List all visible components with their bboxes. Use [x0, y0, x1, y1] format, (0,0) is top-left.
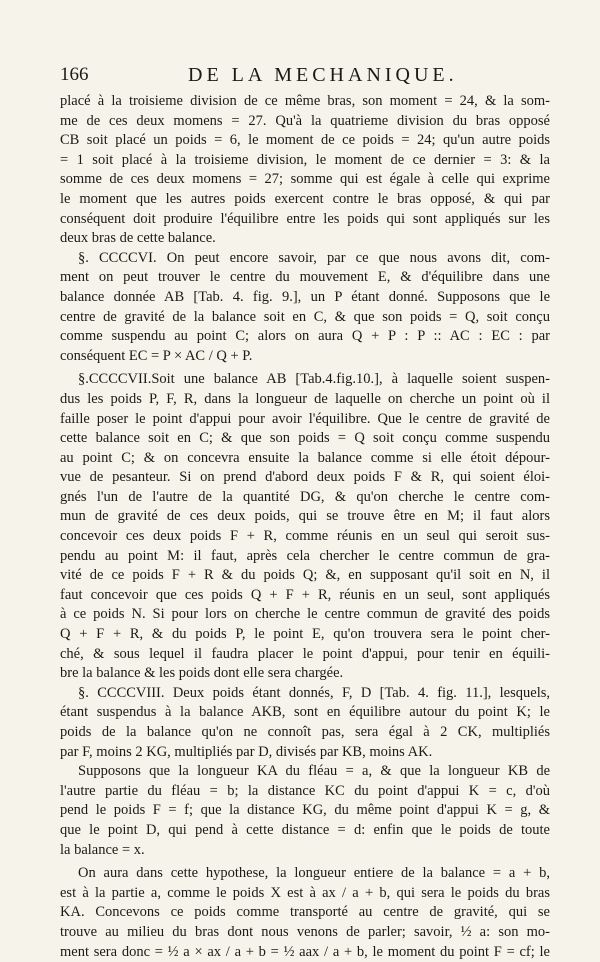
- text-line: deux bras de cette balance.: [60, 230, 216, 247]
- text-line: placé à la troisieme division de ce même bras, son moment = 24, & la som-: [60, 93, 550, 109]
- text-line: trouve au milieu du bras dont nous venons de parler; savoir, ½ a: son mo-: [60, 923, 550, 940]
- text-line: à ce poids N. Si pour lors on cherche le centre commun de gravité des poids: [60, 606, 550, 623]
- text-line: bre la balance & les poids dont elle sera chargée.: [60, 665, 344, 682]
- text-line: ment on peut trouver le centre du mouvement E, & d'équilibre dans une: [60, 269, 550, 286]
- page-header: [60, 64, 550, 90]
- text-line: comme suspendu au point C; alors on aura Q + P : P :: AC : EC : par: [60, 328, 550, 345]
- text-line: Q + F + R, & du poids P, le point E, qu'on trouvera sera le point cher-: [60, 626, 550, 643]
- text-line: vue de pesanteur. Si on prend d'abord deux poids F & R, qui soient éloi-: [60, 469, 550, 486]
- text-line: étant suspendus à la balance AKB, sont en équilibre autour du point K; le: [60, 704, 550, 721]
- paragraph: [60, 762, 550, 860]
- text-line: gnés l'un de l'autre de la quantité DG, & qu'on cherche le centre com-: [60, 488, 550, 505]
- paragraph: [60, 684, 550, 762]
- text-line: que le point D, qui pend à cette distance = d: enfin que le poids de toute: [60, 821, 550, 838]
- text-line: On aura dans cette hypothese, la longueur entiere de la balance = a + b,: [78, 865, 550, 882]
- text-line: au point C; & on concevra ensuite la balance comme si elle étoit dépour-: [60, 449, 550, 466]
- text-line: §. CCCCVIII. Deux poids étant donnés, F, D [Tab. 4. fig. 11.], lesquels,: [78, 684, 550, 701]
- text-line: poids de la balance qu'on ne connoît pas, sera égal à 2 CK, multipliés: [60, 724, 550, 740]
- text-line: pendu au point M: il faut, après cela chercher le centre commun de gra-: [60, 547, 550, 564]
- text-line: §. CCCCVI. On peut encore savoir, par ce que nous avons dit, com-: [78, 249, 550, 266]
- text-line: est à la partie a, comme le poids X est à ax / a + b, qui sera le poids du bras: [60, 884, 550, 901]
- text-line: faille poser le point d'appui pour avoir l'équilibre. Que le centre de gravité de: [60, 410, 550, 427]
- text-line: concevoir ces deux poids F + R, comme réunis en un seul qui seroit sus-: [60, 528, 550, 545]
- text-line: centre de gravité de la balance soit en C, & que son poids = Q, soit conçu: [60, 308, 550, 325]
- text-line: KA. Concevons ce poids comme transporté au centre de gravité, qui se: [60, 904, 550, 921]
- text-line: par F, moins 2 KG, multipliés par D, divisés par KB, moins AK.: [60, 743, 433, 760]
- text-line: conséquent EC = P × AC / Q + P.: [60, 347, 253, 364]
- text-line: somme de ces deux momens = 27; somme qui est égale à celle qui exprime: [60, 171, 550, 188]
- text-line: conséquent doit produire l'équilibre entre les poids qui sont appliqués sur les: [60, 210, 550, 227]
- text-line: la balance = x.: [60, 841, 145, 858]
- page-body: [60, 92, 550, 962]
- text-line: Supposons que la longueur KA du fléau = a, & que la longueur KB de: [78, 763, 550, 780]
- text-line: pend le poids F = f; que la distance KG, du même point d'appui K = g, &: [60, 802, 550, 819]
- text-line: mun de gravité de ces deux poids, qui se trouve être en M; il faut alors: [60, 508, 550, 525]
- paragraph: [60, 864, 550, 962]
- page-number: 166: [60, 64, 89, 85]
- text-line: vité de ce poids F + R & du poids Q; &, en supposant qu'il soit en N, il: [60, 567, 550, 584]
- text-line: faut concevoir que ces poids Q + F + R, réunis en un seul, sont appliqués: [60, 586, 550, 603]
- text-line: le moment que les autres poids exercent contre le bras opposé, & qui par: [60, 190, 550, 207]
- text-line: §.CCCCVII.Soit une balance AB [Tab.4.fig.10.], à laquelle soient suspen-: [78, 371, 550, 388]
- paragraph: [60, 92, 550, 249]
- text-line: me de ces deux momens = 27. Qu'à la quatrieme division du bras opposé: [60, 112, 550, 129]
- paragraph: [60, 370, 550, 684]
- text-line: ment sera donc = ½ a × ax / a + b = ½ aax / a + b, le moment du point F = cf; le: [60, 943, 550, 960]
- text-line: = 1 soit placé à la troisieme division, le moment de ce dernier = 3: & la: [60, 151, 550, 168]
- text-line: balance donnée AB [Tab. 4. fig. 9.], un P étant donné. Supposons que le: [60, 288, 550, 305]
- running-head: DE LA MECHANIQUE.: [188, 64, 458, 86]
- text-line: ché, & sous lequel il faudra placer le point d'appui, pour tenir en équili-: [60, 645, 550, 662]
- text-line: CB soit placé un poids = 6, le moment de ce poids = 24; qu'un autre poids: [60, 132, 550, 149]
- text-line: cette balance soit en C; & que son poids = Q soit conçu comme suspendu: [60, 430, 550, 447]
- text-line: dus les poids P, F, R, dans la longueur de laquelle on cherche un point où il: [60, 390, 550, 407]
- text-line: l'autre partie du fléau = b; la distance KC du point d'appui K = c, d'où: [60, 782, 550, 799]
- paragraph: [60, 249, 550, 367]
